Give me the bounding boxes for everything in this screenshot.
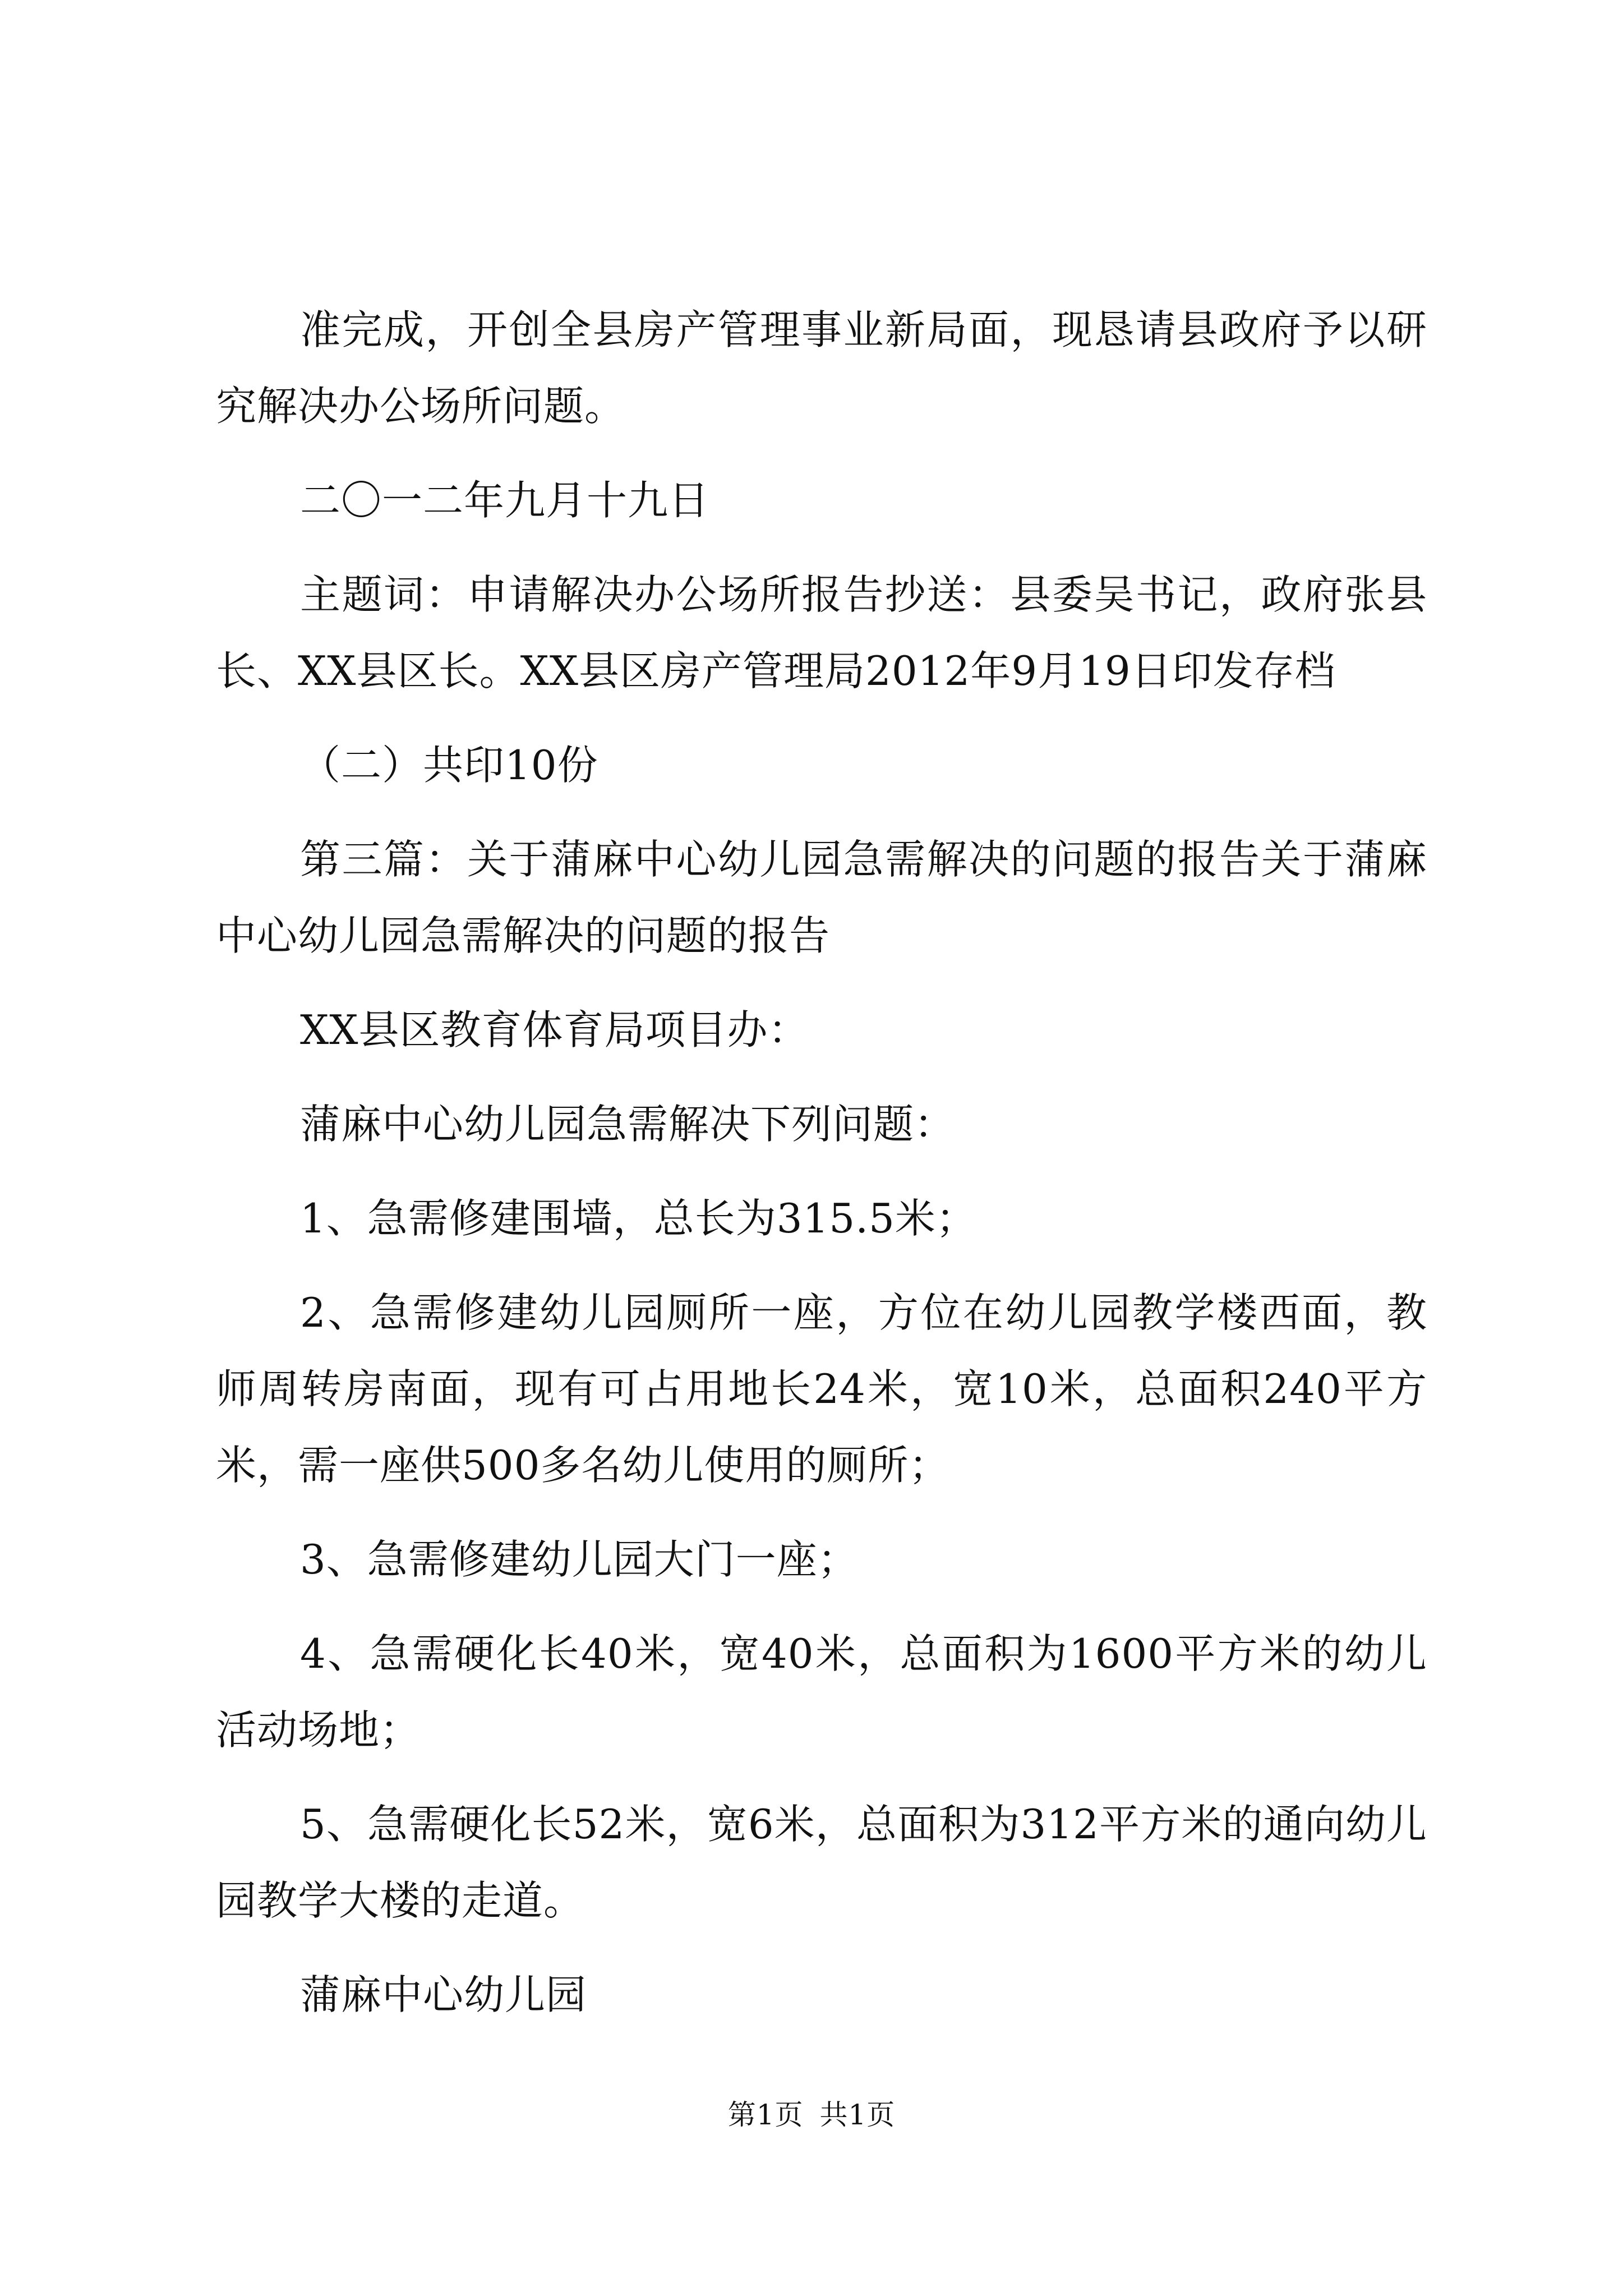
paragraph-subject-cc: 主题词：申请解决办公场所报告抄送：县委吴书记，政府张县长、XX县区长。XX县区房产管理局2012年9月19日印发存档	[216, 571, 1427, 694]
page-number: 第1页	[727, 2099, 804, 2131]
paragraph-closing-request: 准完成，开创全县房产管理事业新局面，现恳请县政府予以研究解决办公场所问题。	[216, 306, 1427, 430]
paragraph-section-title: 第三篇：关于蒲麻中心幼儿园急需解决的问题的报告关于蒲麻中心幼儿园急需解决的问题的报告	[216, 836, 1427, 959]
page-total: 共1页	[819, 2099, 896, 2131]
list-item-3: 3、急需修建幼儿园大门一座；	[300, 1536, 859, 1583]
list-item-5: 5、急需硬化长52米，宽6米，总面积为312平方米的通向幼儿园教学大楼的走道。	[216, 1801, 1427, 1924]
paragraph-print-count: （二）共印10份	[300, 742, 598, 789]
paragraph-signature: 蒲麻中心幼儿园	[300, 1971, 587, 2018]
list-item-4: 4、急需硬化长40米，宽40米，总面积为1600平方米的幼儿活动场地；	[216, 1630, 1427, 1754]
paragraph-intro: 蒲麻中心幼儿园急需解决下列问题：	[300, 1101, 956, 1148]
paragraph-recipient: XX县区教育体育局项目办：	[300, 1006, 809, 1053]
page-footer	[0, 2095, 1623, 2134]
list-item-2: 2、急需修建幼儿园厕所一座，方位在幼儿园教学楼西面，教师周转房南面，现有可占用地长24米，宽10米，总面积240平方米，需一座供500多名幼儿使用的厕所；	[216, 1289, 1427, 1489]
list-item-1: 1、急需修建围墙，总长为315.5米；	[300, 1195, 977, 1242]
paragraph-date: 二〇一二年九月十九日	[300, 477, 710, 524]
document-body	[216, 292, 1427, 2051]
